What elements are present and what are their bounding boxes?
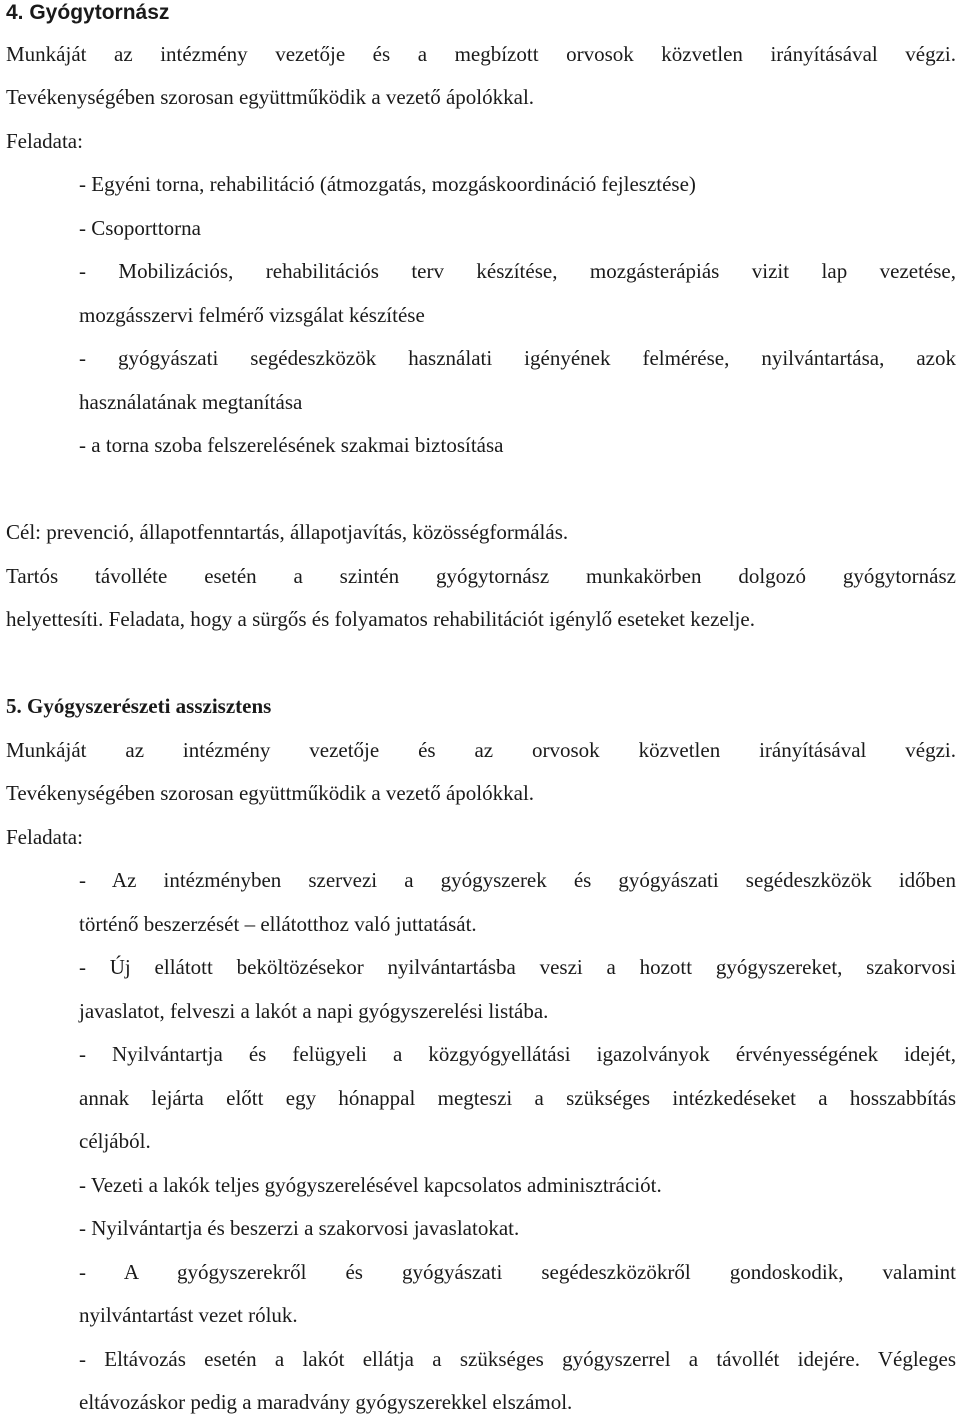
s5-item-1-line-1: - Az intézményben szervezi a gyógyszerek és gyógyászati segédeszközök időben bbox=[79, 868, 956, 892]
s5-item-3-line-2: annak lejárta előtt egy hónappal megteszi a szükséges intézkedéseket a hosszabbítás bbox=[79, 1086, 956, 1110]
s5-item-2-line-2: javaslatot, felveszi a lakót a napi gyógyszerelési listába. bbox=[79, 999, 549, 1023]
s4-intro-line-2: Tevékenységében szorosan együttműködik a vezető ápolókkal. bbox=[6, 85, 535, 109]
s5-item-7-line-1: - Eltávozás esetén a lakót ellátja a szükséges gyógyszerrel a távollét idejére. Végleges bbox=[79, 1347, 956, 1371]
s4-intro-line-1: Munkáját az intézmény vezetője és a megbízott orvosok közvetlen irányításával végzi. bbox=[6, 42, 956, 66]
s5-item-6-line-2: nyilvántartást vezet róluk. bbox=[79, 1303, 298, 1327]
s4-item-4-line-1: - gyógyászati segédeszközök használati igényének felmérése, nyilvántartása, azok bbox=[79, 346, 956, 370]
s4-absence-line-2: helyettesíti. Feladata, hogy a sürgős és folyamatos rehabilitációt igénylő eseteket kezelje. bbox=[6, 607, 755, 631]
s5-item-7-line-2: eltávozáskor pedig a maradvány gyógyszerekkel elszámol. bbox=[79, 1390, 573, 1414]
s4-item-1: - Egyéni torna, rehabilitáció (átmozgatás, mozgáskoordináció fejlesztése) bbox=[79, 172, 696, 196]
s4-item-3-line-2: mozgásszervi felmérő vizsgálat készítése bbox=[79, 303, 425, 327]
s5-item-6-line-1: - A gyógyszerekről és gyógyászati segédeszközökről gondoskodik, valamint bbox=[79, 1260, 956, 1284]
s5-intro-line-1: Munkáját az intézmény vezetője és az orvosok közvetlen irányításával végzi. bbox=[6, 738, 956, 762]
s4-item-3-line-1: - Mobilizációs, rehabilitációs terv készítése, mozgásterápiás vizit lap vezetése, bbox=[79, 259, 956, 283]
section-5-heading: 5. Gyógyszerészeti asszisztens bbox=[6, 694, 272, 718]
s4-item-2: - Csoporttorna bbox=[79, 216, 201, 240]
s4-tasks-label: Feladata: bbox=[6, 129, 83, 153]
s5-item-2-line-1: - Új ellátott beköltözésekor nyilvántartásba veszi a hozott gyógyszereket, szakorvosi bbox=[79, 955, 956, 979]
s4-item-4-line-2: használatának megtanítása bbox=[79, 390, 303, 414]
s5-item-3-line-1: - Nyilvántartja és felügyeli a közgyógyellátási igazolványok érvényességének idejét, bbox=[79, 1042, 956, 1066]
s5-item-5: - Nyilvántartja és beszerzi a szakorvosi javaslatokat. bbox=[79, 1216, 520, 1240]
s4-item-5: - a torna szoba felszerelésének szakmai biztosítása bbox=[79, 433, 504, 457]
s4-absence-line-1: Tartós távolléte esetén a szintén gyógytornász munkakörben dolgozó gyógytornász bbox=[6, 564, 956, 588]
s5-intro-line-2: Tevékenységében szorosan együttműködik a vezető ápolókkal. bbox=[6, 781, 535, 805]
s5-tasks-label: Feladata: bbox=[6, 825, 83, 849]
s5-item-3-line-3: céljából. bbox=[79, 1129, 151, 1153]
s5-item-4: - Vezeti a lakók teljes gyógyszerelésével kapcsolatos adminisztrációt. bbox=[79, 1173, 662, 1197]
section-4-heading: 4. Gyógytornász bbox=[6, 1, 170, 24]
s5-item-1-line-2: történő beszerzését – ellátotthoz való juttatását. bbox=[79, 912, 477, 936]
s4-goal: Cél: prevenció, állapotfenntartás, állapotjavítás, közösségformálás. bbox=[6, 520, 569, 544]
